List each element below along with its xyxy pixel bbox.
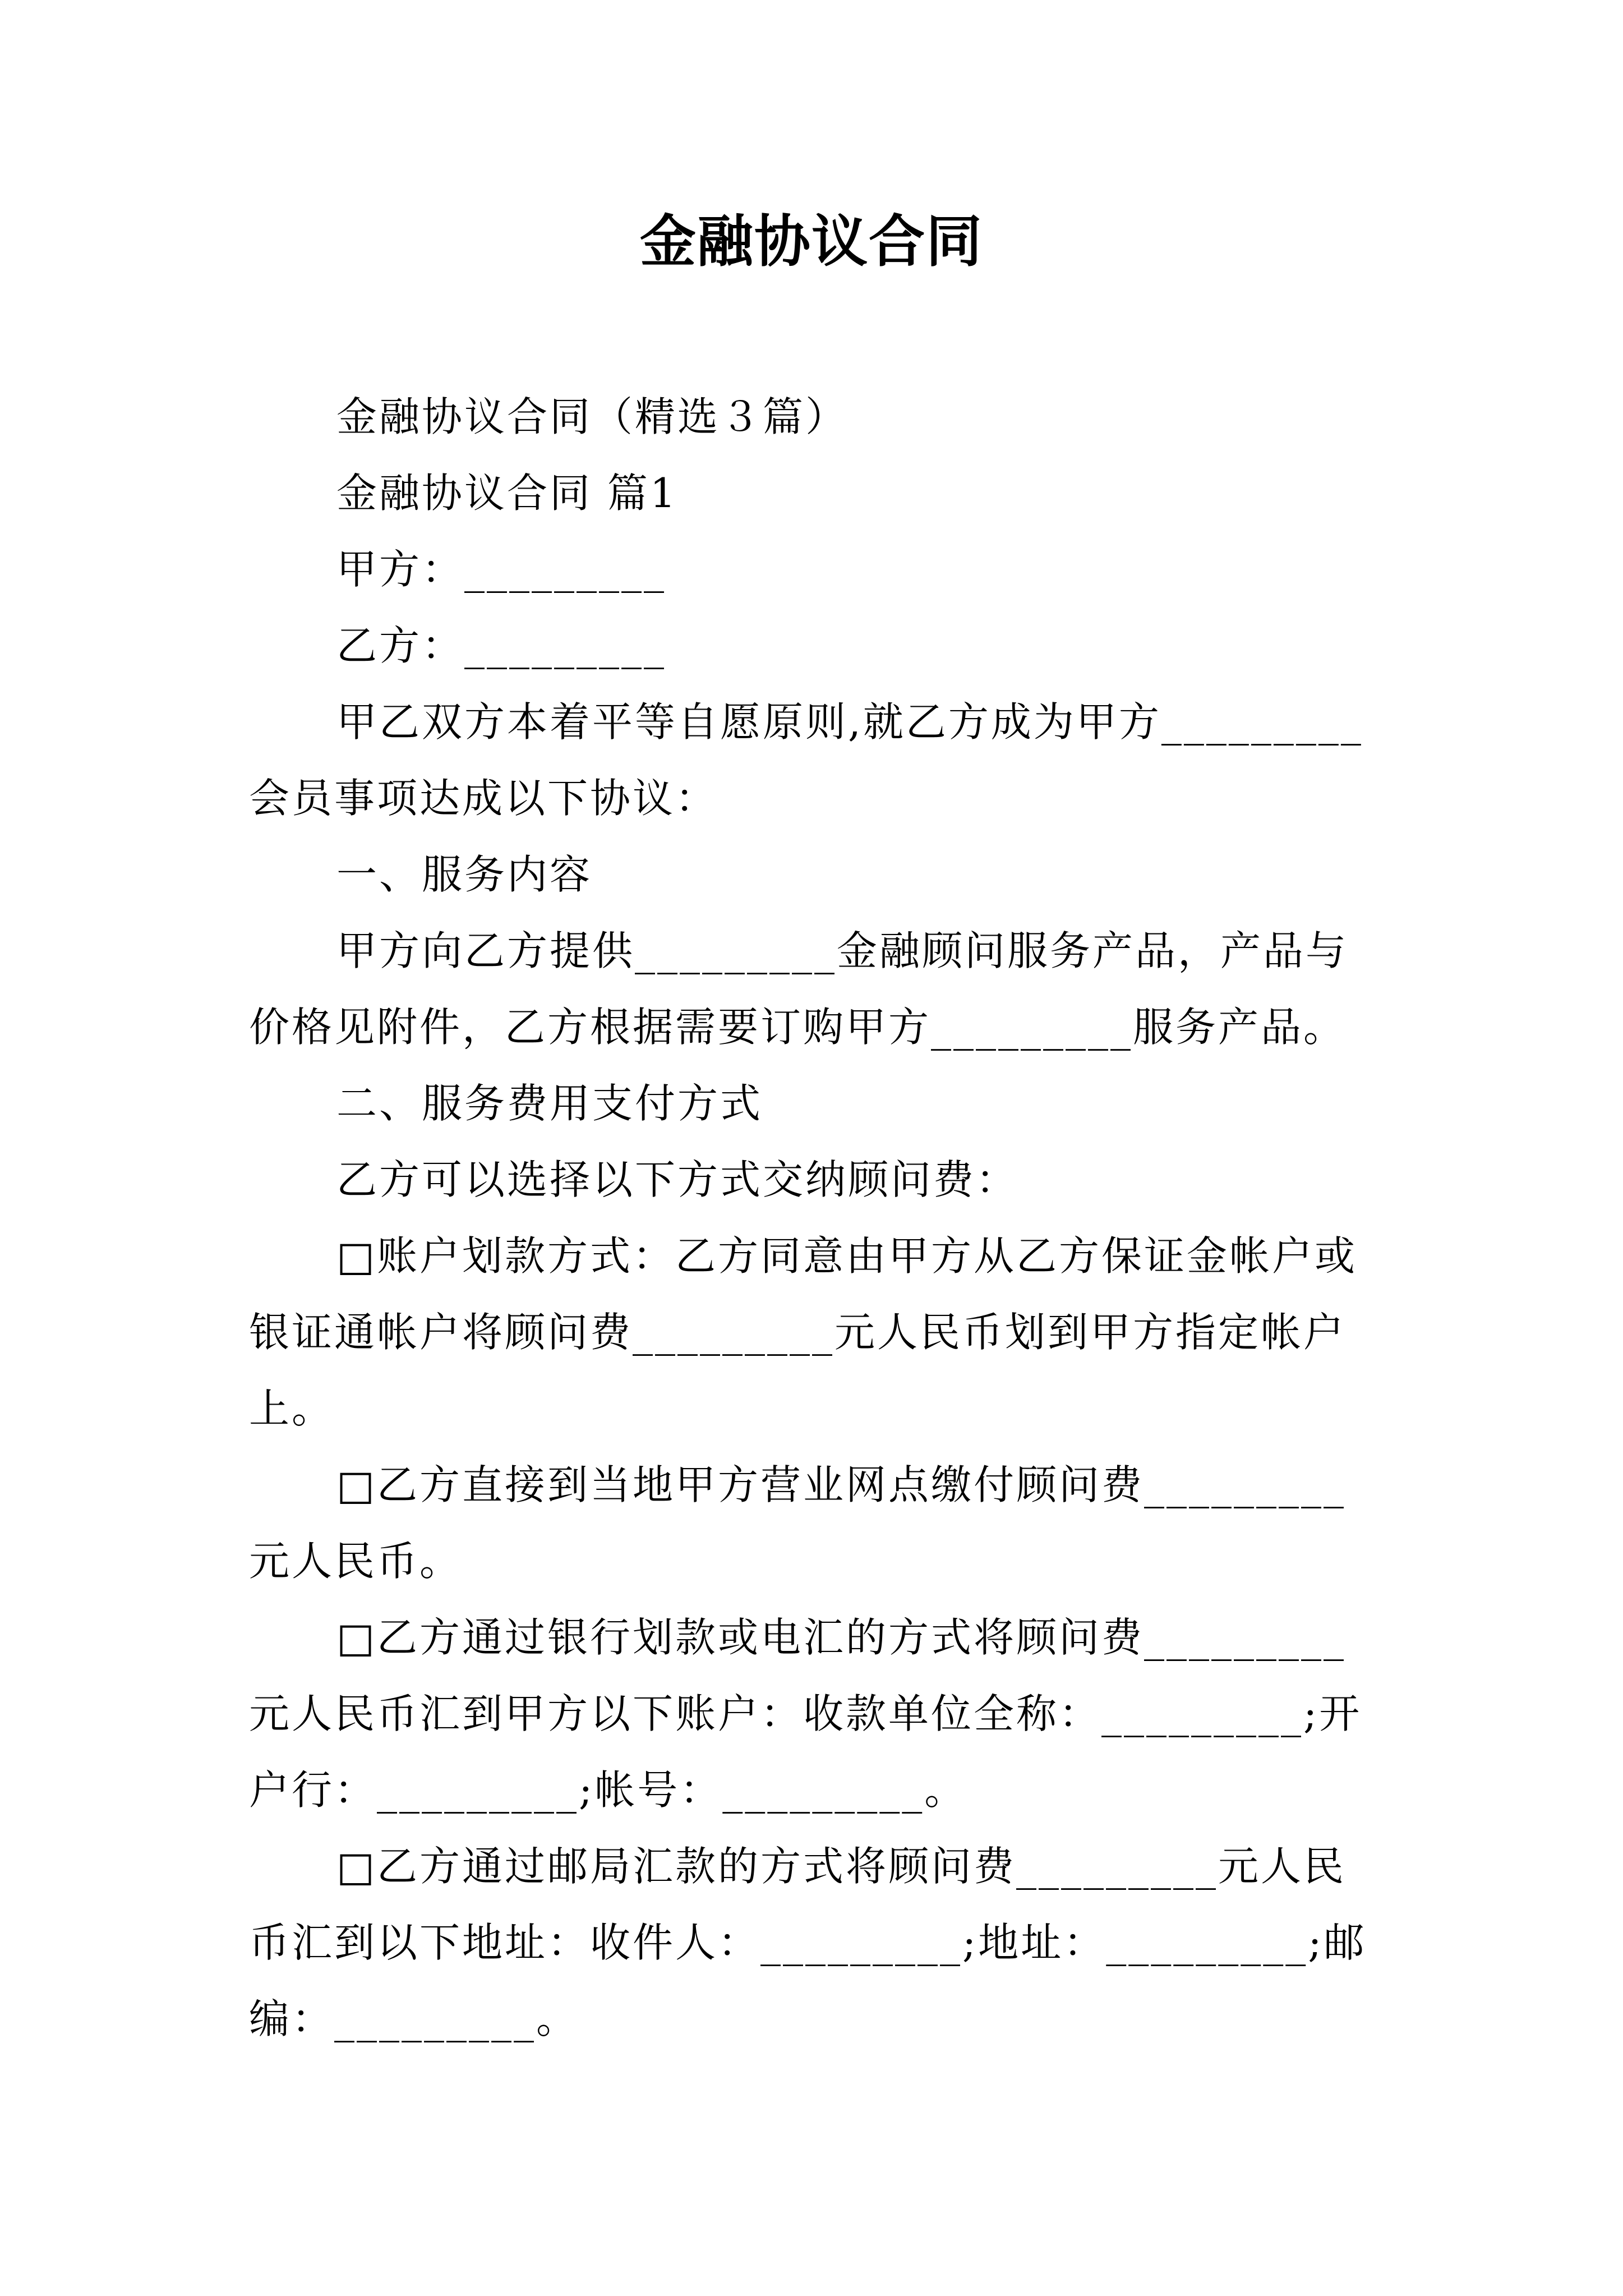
paragraph-option-branch-payment: □乙方直接到当地甲方营业网点缴付顾问费_________元人民币。	[249, 1461, 1347, 1585]
paragraph-subtitle: 金融协议合同（精选３篇）	[336, 393, 849, 440]
paragraph-heading-service-content: 一、服务内容	[336, 851, 593, 898]
paragraph-agreement-intro: 甲乙双方本着平等自愿原则,就乙方成为甲方_________会员事项达成以下协议：	[249, 698, 1363, 822]
paragraph-section-heading: 金融协议合同 篇1	[336, 470, 678, 517]
paragraph-option-account-transfer: □账户划款方式：乙方同意由甲方从乙方保证金帐户或银证通帐户将顾问费_________元人民币划到甲方指定帐户上。	[249, 1232, 1358, 1432]
paragraph-option-postal-remittance: □乙方通过邮局汇款的方式将顾问费_________元人民币汇到以下地址：收件人：_________;地址：_________;邮编：_________。	[249, 1843, 1367, 2042]
paragraph-party-b: 乙方：_________	[336, 622, 667, 669]
document-body	[249, 379, 1382, 2057]
paragraph-option-bank-transfer: □乙方通过银行划款或电汇的方式将顾问费_________元人民币汇到甲方以下账户：收款单位全称：_________;开户行：_________;帐号：_________。	[249, 1614, 1362, 1814]
paragraph-payment-options-intro: 乙方可以选择以下方式交纳顾问费：	[336, 1156, 1019, 1203]
paragraph-heading-payment: 二、服务费用支付方式	[336, 1080, 763, 1127]
document-title: 金融协议合同	[640, 208, 983, 274]
paragraph-service-content: 甲方向乙方提供_________金融顾问服务产品，产品与价格见附件，乙方根据需要订购甲方_________服务产品。	[249, 927, 1349, 1051]
paragraph-party-a: 甲方：_________	[336, 546, 667, 593]
